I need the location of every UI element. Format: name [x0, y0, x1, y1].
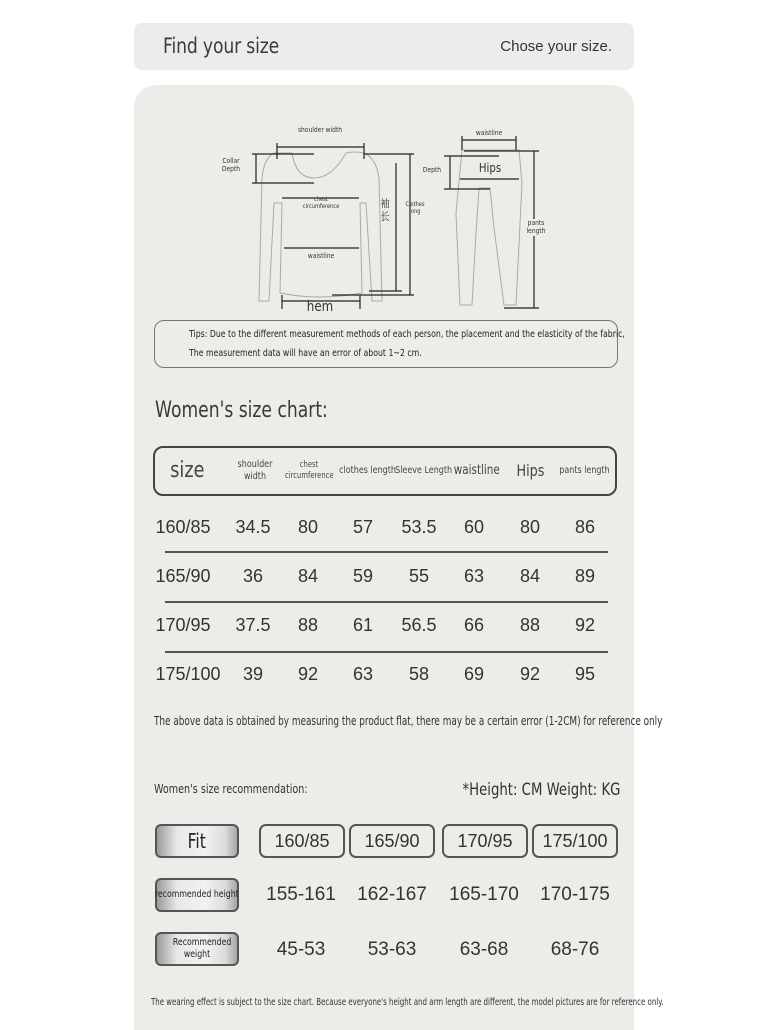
- table-row: [134, 615, 634, 645]
- cell-clothes-length: 57: [352, 517, 374, 537]
- cell-chest: 80: [297, 517, 319, 537]
- size-option-160-85[interactable]: 160/85: [259, 824, 345, 858]
- column-header-pants-length: pants length: [558, 464, 610, 476]
- recommended-weight-badge: Recommended weight: [155, 932, 239, 966]
- column-header-size: size: [169, 458, 205, 484]
- table-row: [134, 664, 634, 694]
- height-value: 162-167: [357, 884, 427, 905]
- cell-chest: 84: [297, 566, 319, 586]
- tips-line-1: Tips: Due to the different measurement methods of each person, the placement and the elasticity of the fabric,: [189, 329, 625, 340]
- row-divider: [165, 551, 608, 553]
- cell-pants-length: 86: [574, 517, 596, 537]
- weight-value: 53-63: [367, 939, 417, 960]
- column-header-clothes-length: clothes length: [339, 464, 397, 476]
- size-table-header: [153, 446, 617, 496]
- cell-size: 170/95: [155, 615, 211, 635]
- size-option-170-95[interactable]: 170/95: [442, 824, 528, 858]
- column-header-sleeve-length: Sleeve Length: [395, 464, 453, 476]
- fit-label-badge: Fit: [155, 824, 239, 858]
- cell-clothes-length: 61: [352, 615, 374, 635]
- cell-sleeve-length: 56.5: [401, 615, 437, 635]
- cell-pants-length: 89: [574, 566, 596, 586]
- header-card: [134, 23, 634, 70]
- row-divider: [165, 601, 608, 603]
- cell-pants-length: 95: [574, 664, 596, 684]
- shoulder-width-label: shoulder width: [297, 126, 343, 134]
- size-option-165-90[interactable]: 165/90: [349, 824, 435, 858]
- cell-size: 165/90: [155, 566, 211, 586]
- cell-clothes-length: 63: [352, 664, 374, 684]
- cell-waistline: 60: [463, 517, 485, 537]
- column-header-chest-circumference: chest circumference: [285, 460, 334, 481]
- table-row: [134, 517, 634, 547]
- table-row: [134, 566, 634, 596]
- height-value: 155-161: [266, 884, 336, 905]
- pants-length-label: pants length: [523, 219, 549, 236]
- cell-waistline: 66: [463, 615, 485, 635]
- size-guide-card: [134, 85, 664, 1030]
- cell-shoulder: 39: [242, 664, 264, 684]
- height-value: 165-170: [449, 884, 519, 905]
- cell-shoulder: 37.5: [235, 615, 271, 635]
- column-header-shoulder-width: shoulder width: [237, 458, 273, 482]
- column-header-hips: Hips: [516, 461, 544, 480]
- cell-hips: 84: [519, 566, 541, 586]
- cell-size: 175/100: [155, 664, 221, 684]
- measurement-note: The above data is obtained by measuring the product flat, there may be a certain error (1-2CM) for reference only: [154, 714, 663, 728]
- cell-size: 160/85: [155, 517, 211, 537]
- cell-shoulder: 36: [242, 566, 264, 586]
- weight-value: 63-68: [459, 939, 509, 960]
- recommended-height-badge: recommended height: [155, 878, 239, 912]
- height-value: 170-175: [540, 884, 610, 905]
- cell-shoulder: 34.5: [235, 517, 271, 537]
- size-option-175-100[interactable]: 175/100: [532, 824, 618, 858]
- column-header-waistline: waistline: [453, 462, 501, 478]
- recommendation-title: Women's size recommendation:: [154, 782, 308, 796]
- sleeve-length-label: 袖长: [380, 197, 390, 224]
- depth-label: Depth: [422, 166, 442, 174]
- chest-circumference-label: chest circumference: [302, 196, 340, 211]
- tips-line-2: The measurement data will have an error of about 1~2 cm.: [189, 348, 422, 359]
- cell-hips: 92: [519, 664, 541, 684]
- hem-label: hem: [306, 299, 334, 315]
- waistline-label: waistline: [307, 252, 335, 260]
- cell-chest: 92: [297, 664, 319, 684]
- cell-hips: 80: [519, 517, 541, 537]
- cell-sleeve-length: 53.5: [401, 517, 437, 537]
- clothes-long-label: Clothes long: [405, 201, 425, 216]
- cell-chest: 88: [297, 615, 319, 635]
- units-label: *Height: CM Weight: KG: [462, 780, 620, 800]
- page-title: Find your size: [163, 34, 280, 58]
- cell-sleeve-length: 58: [408, 664, 430, 684]
- collar-depth-label: Collar Depth: [221, 157, 241, 174]
- cell-waistline: 63: [463, 566, 485, 586]
- hips-label: Hips: [478, 161, 502, 175]
- tips-box: [154, 320, 625, 368]
- weight-value: 45-53: [276, 939, 326, 960]
- page-subtitle: Chose your size.: [500, 38, 612, 55]
- measurement-diagram: [214, 123, 554, 323]
- pants-waistline-label: waistline: [475, 129, 503, 137]
- weight-value: 68-76: [550, 939, 600, 960]
- size-chart-title: Women's size chart:: [155, 398, 328, 423]
- row-divider: [165, 651, 608, 653]
- cell-clothes-length: 59: [352, 566, 374, 586]
- cell-waistline: 69: [463, 664, 485, 684]
- cell-sleeve-length: 55: [408, 566, 430, 586]
- cell-pants-length: 92: [574, 615, 596, 635]
- footer-note: The wearing effect is subject to the size chart. Because everyone's height and arm length are different, the model pictures are for reference only.: [151, 997, 664, 1008]
- cell-hips: 88: [519, 615, 541, 635]
